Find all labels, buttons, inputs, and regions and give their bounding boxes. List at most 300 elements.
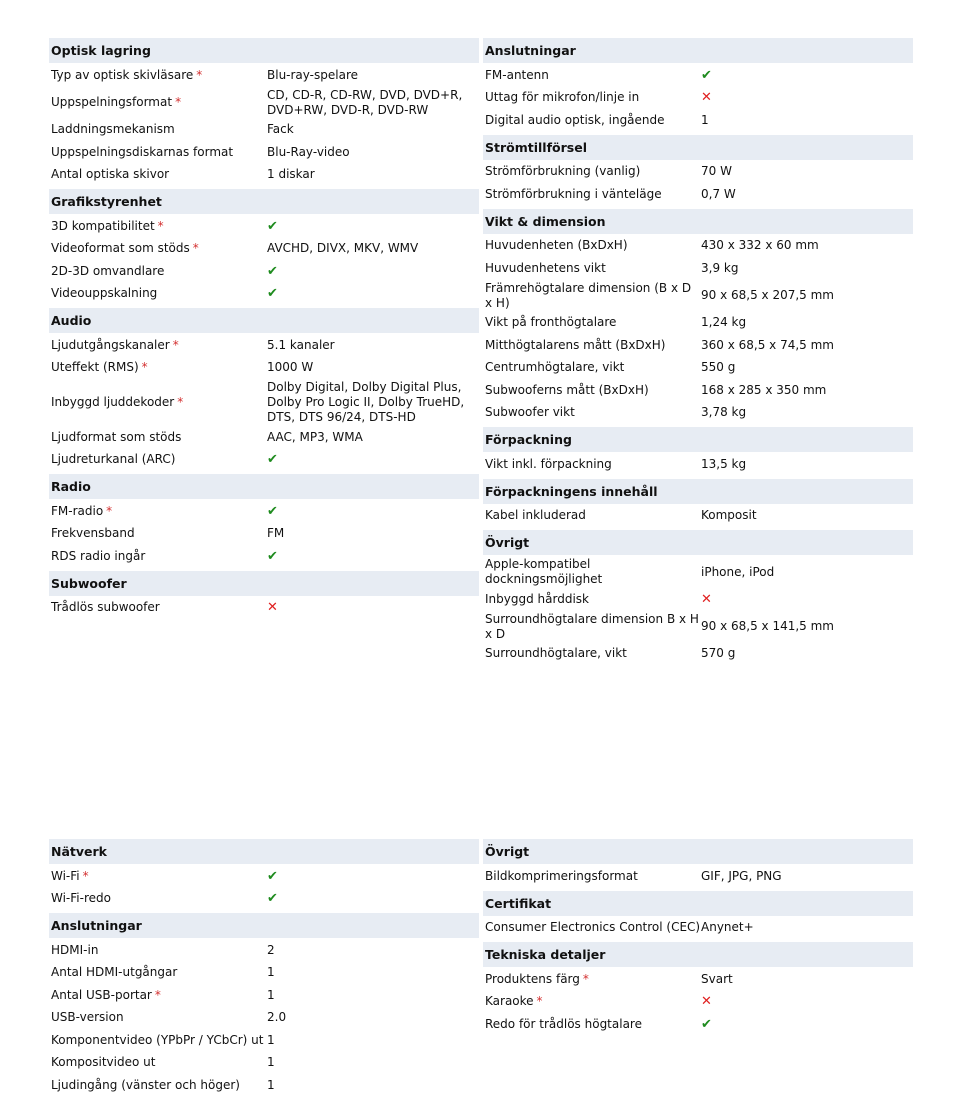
spec-label-text: Komponentvideo (YPbPr / YCbCr) ut [51, 1032, 264, 1047]
spec-label-text: FM-radio [51, 503, 104, 518]
spec-label [483, 338, 701, 353]
spec-row [49, 1029, 479, 1052]
spec-label [49, 264, 267, 279]
spec-section-forpackningens-innehall [483, 479, 913, 528]
spec-value [267, 965, 479, 980]
spec-label [49, 943, 267, 958]
spec-label-text: Digital audio optisk, ingående [485, 112, 665, 127]
spec-label-text: HDMI-in [51, 942, 99, 957]
spec-value-text: Blu-ray-spelare [267, 67, 359, 82]
spec-label-text: Ljudformat som stöds [51, 429, 182, 444]
spec-label [483, 113, 701, 128]
spec-label [483, 405, 701, 420]
spec-row [49, 1052, 479, 1075]
spec-row [49, 888, 479, 911]
spec-label-text: Kabel inkluderad [485, 508, 586, 523]
required-asterisk: * [82, 868, 89, 883]
spec-label [49, 1055, 267, 1070]
spec-value [267, 122, 479, 137]
required-asterisk: * [192, 241, 199, 256]
spec-label [483, 972, 701, 987]
spec-row [483, 334, 913, 357]
spec-row [483, 257, 913, 280]
spec-label [49, 1033, 267, 1048]
spec-label [483, 457, 701, 472]
section-title: Strömtillförsel [483, 135, 913, 160]
section-title: Förpackning [483, 427, 913, 452]
spec-label [483, 360, 701, 375]
spec-value-text: 3,9 kg [701, 260, 739, 275]
spec-value [701, 869, 913, 884]
spec-value-text: Fack [267, 122, 294, 137]
section-title: Optisk lagring [49, 38, 479, 63]
spec-value [267, 380, 479, 425]
spec-section-certifikat [483, 891, 913, 940]
spec-label [49, 430, 267, 445]
spec-value-text: 1 [267, 1077, 275, 1092]
spec-value [267, 219, 479, 234]
spec-label-text: Kompositvideo ut [51, 1055, 156, 1070]
spec-section-stromtillforsel [483, 135, 913, 206]
spec-value [701, 405, 913, 420]
required-asterisk: * [177, 395, 184, 409]
spec-label-text: Apple-kompatibel dockningsmöjlighet [485, 557, 603, 586]
spec-label-text: Typ av optisk skivläsare [51, 67, 194, 82]
spec-row [49, 962, 479, 985]
spec-section-tekniska-detaljer [483, 942, 913, 1036]
spec-value [701, 68, 913, 83]
spec-label-text: Centrumhögtalare, vikt [485, 360, 625, 375]
spec-row [483, 968, 913, 991]
spec-column-left [49, 839, 479, 1097]
spec-row [483, 865, 913, 888]
spec-value-text: 430 x 332 x 60 mm [701, 238, 819, 253]
spec-value-text: AVCHD, DIVX, MKV, WMV [267, 241, 419, 256]
spec-value-text: 2.0 [267, 1010, 287, 1025]
spec-label [483, 68, 701, 83]
spec-value [267, 430, 479, 445]
spec-label [483, 187, 701, 202]
spec-value-text: 1 [267, 1055, 275, 1070]
spec-value [701, 315, 913, 330]
spec-label-text: Laddningsmekanism [51, 122, 175, 137]
spec-row [483, 64, 913, 87]
spec-label-text: Strömförbrukning (vanlig) [485, 164, 641, 179]
required-asterisk: * [196, 67, 203, 82]
spec-value-text: 168 x 285 x 350 mm [701, 382, 827, 397]
spec-value [701, 457, 913, 472]
spec-value [701, 508, 913, 523]
spec-row [49, 238, 479, 261]
spec-label-text: Inbyggd hårddisk [485, 591, 589, 606]
spec-row [49, 334, 479, 357]
spec-label [49, 452, 267, 467]
spec-section-optisk-lagring [49, 38, 479, 186]
spec-label [483, 281, 701, 311]
spec-row [49, 1007, 479, 1030]
spec-label-text: Uteffekt (RMS) [51, 360, 139, 375]
spec-label-text: Ljudreturkanal (ARC) [51, 452, 176, 467]
spec-label-text: Wi-Fi [51, 868, 80, 883]
spec-label-text: FM-antenn [485, 67, 549, 82]
spec-label [483, 164, 701, 179]
spec-section-audio [49, 308, 479, 471]
spec-value-text: 570 g [701, 646, 736, 661]
spec-row [49, 449, 479, 472]
spec-label-text: Frekvensband [51, 526, 135, 541]
spec-section-anslutningar [483, 38, 913, 132]
spec-label-text: Vikt inkl. förpackning [485, 456, 612, 471]
section-title: Övrigt [483, 839, 913, 864]
spec-value [267, 549, 479, 564]
required-asterisk: * [175, 95, 182, 109]
spec-label [483, 920, 701, 935]
spec-label-text: Antal USB-portar [51, 987, 152, 1002]
spec-section-grafikstyrenhet [49, 189, 479, 305]
spec-value [701, 383, 913, 398]
spec-label [49, 891, 267, 906]
spec-label-text: Ljudutgångskanaler [51, 337, 170, 352]
spec-row [49, 597, 479, 620]
spec-label-text: Subwooferns mått (BxDxH) [485, 382, 649, 397]
spec-label [49, 526, 267, 541]
spec-label [49, 549, 267, 564]
spec-value [267, 88, 479, 118]
spec-row [483, 453, 913, 476]
check-icon: ✔ [267, 868, 278, 884]
spec-value [267, 600, 479, 615]
section-title: Förpackningens innehåll [483, 479, 913, 504]
spec-label-text: USB-version [51, 1010, 124, 1025]
spec-label-text: Ljudingång (vänster och höger) [51, 1077, 240, 1092]
spec-label-text: 2D-3D omvandlare [51, 263, 165, 278]
cross-icon: ✕ [267, 600, 278, 616]
spec-section-forpackning [483, 427, 913, 476]
spec-value [701, 994, 913, 1009]
spec-label-text: Videoformat som stöds [51, 241, 190, 256]
spec-label-text: Inbyggd ljuddekoder [51, 395, 175, 409]
spec-label-text: Karaoke [485, 994, 534, 1009]
spec-value [267, 360, 479, 375]
spec-label [483, 869, 701, 884]
spec-value [701, 187, 913, 202]
spec-section-radio [49, 474, 479, 568]
spec-value-text: 2 [267, 942, 275, 957]
spec-label-text: Uttag för mikrofon/linje in [485, 90, 640, 105]
check-icon: ✔ [267, 218, 278, 234]
spec-value-text: 90 x 68,5 x 207,5 mm [701, 288, 834, 302]
spec-row [49, 939, 479, 962]
spec-label [49, 241, 267, 256]
spec-label-text: Videouppskalning [51, 286, 158, 301]
spec-label [483, 90, 701, 105]
spec-label [49, 395, 267, 410]
check-icon: ✔ [267, 452, 278, 468]
cross-icon: ✕ [701, 591, 712, 607]
spec-label-text: RDS radio ingår [51, 548, 146, 563]
spec-value [701, 1017, 913, 1032]
spec-label [49, 1078, 267, 1093]
spec-value [267, 338, 479, 353]
spec-value-text: 13,5 kg [701, 456, 747, 471]
spec-value [267, 286, 479, 301]
spec-label [483, 646, 701, 661]
spec-row [49, 500, 479, 523]
spec-value-text: 360 x 68,5 x 74,5 mm [701, 337, 834, 352]
required-asterisk: * [154, 987, 161, 1002]
section-title: Certifikat [483, 891, 913, 916]
spec-value [267, 869, 479, 884]
spec-row [49, 523, 479, 546]
check-icon: ✔ [701, 1016, 712, 1032]
spec-label-text: Uppspelningsdiskarnas format [51, 144, 234, 159]
spec-label-text: Främrehögtalare dimension (B x D x H) [485, 280, 692, 310]
spec-value [267, 891, 479, 906]
section-title: Subwoofer [49, 571, 479, 596]
section-title: Audio [49, 308, 479, 333]
spec-value-text: iPhone, iPod [701, 564, 775, 579]
spec-column-right [483, 38, 913, 665]
section-title: Anslutningar [49, 913, 479, 938]
spec-value-text: 1 [701, 112, 709, 127]
spec-value [701, 90, 913, 105]
spec-value [267, 526, 479, 541]
spec-column-right [483, 839, 913, 1097]
spec-label-text: Huvudenheten (BxDxH) [485, 238, 628, 253]
spec-label [483, 612, 701, 642]
spec-value [701, 338, 913, 353]
spec-row [49, 984, 479, 1007]
spec-section-anslutningar [49, 913, 479, 1097]
spec-row [483, 183, 913, 206]
spec-label-text: Uppspelningsformat [51, 95, 173, 109]
spec-row [483, 611, 913, 643]
spec-label-text: Huvudenhetens vikt [485, 260, 606, 275]
spec-value-text: 1000 W [267, 360, 314, 375]
spec-value [701, 972, 913, 987]
spec-value [701, 261, 913, 276]
spec-label [483, 383, 701, 398]
spec-block-top [49, 38, 913, 665]
section-title: Tekniska detaljer [483, 942, 913, 967]
required-asterisk: * [582, 971, 589, 986]
spec-value-text: CD, CD-R, CD-RW, DVD, DVD+R, DVD+RW, DVD-R, DVD-RW [267, 87, 463, 117]
spec-label-text: Consumer Electronics Control (CEC) [485, 920, 701, 935]
spec-value [701, 619, 913, 634]
spec-label [49, 286, 267, 301]
spec-label-text: Surroundhögtalare, vikt [485, 646, 627, 661]
spec-row [49, 64, 479, 87]
spec-label [483, 592, 701, 607]
spec-value [267, 1010, 479, 1025]
spec-row [483, 991, 913, 1014]
spec-row [483, 556, 913, 588]
section-title: Grafikstyrenhet [49, 189, 479, 214]
spec-value [267, 167, 479, 182]
check-icon: ✔ [267, 286, 278, 302]
spec-label [483, 508, 701, 523]
spec-row [483, 917, 913, 940]
spec-row [483, 109, 913, 132]
spec-value [267, 264, 479, 279]
spec-label [483, 315, 701, 330]
spec-section-ovrigt [483, 839, 913, 888]
spec-label-text: Vikt på fronthögtalare [485, 315, 617, 330]
spec-row [49, 283, 479, 306]
spec-value [267, 1078, 479, 1093]
spec-value-text: Komposit [701, 508, 757, 523]
spec-label-text: Mitthögtalarens mått (BxDxH) [485, 337, 666, 352]
spec-row [49, 357, 479, 380]
spec-label [483, 557, 701, 587]
spec-row [49, 1074, 479, 1097]
required-asterisk: * [172, 337, 179, 352]
spec-value [701, 646, 913, 661]
spec-value [701, 288, 913, 303]
spec-label-text: Antal optiska skivor [51, 167, 170, 182]
spec-value-text: 3,78 kg [701, 405, 747, 420]
spec-value [701, 360, 913, 375]
spec-value-text: 1 [267, 965, 275, 980]
cross-icon: ✕ [701, 994, 712, 1010]
spec-label [49, 504, 267, 519]
spec-label [49, 68, 267, 83]
section-title: Vikt & dimension [483, 209, 913, 234]
spec-label [49, 869, 267, 884]
spec-value [701, 920, 913, 935]
spec-row [483, 312, 913, 335]
spec-value-text: Dolby Digital, Dolby Digital Plus, Dolby Pro Logic II, Dolby TrueHD, DTS, DTS 96/24, DTS-HD [267, 380, 465, 424]
spec-row [483, 357, 913, 380]
spec-label-text: Subwoofer vikt [485, 405, 575, 420]
spec-row [483, 1013, 913, 1036]
cross-icon: ✕ [701, 90, 712, 106]
spec-label [483, 1017, 701, 1032]
spec-label [49, 338, 267, 353]
spec-value [267, 145, 479, 160]
spec-value-text: 1 diskar [267, 167, 315, 182]
spec-value-text: 90 x 68,5 x 141,5 mm [701, 619, 834, 633]
spec-value-text: GIF, JPG, PNG [701, 868, 782, 883]
spec-row [49, 119, 479, 142]
spec-value-text: 1 [267, 987, 275, 1002]
spec-row [483, 235, 913, 258]
required-asterisk: * [157, 218, 164, 233]
spec-row [49, 379, 479, 426]
spec-value [701, 113, 913, 128]
check-icon: ✔ [267, 263, 278, 279]
spec-label-text: Strömförbrukning i vänteläge [485, 186, 662, 201]
spec-row [483, 87, 913, 110]
spec-value-text: 1 [267, 1032, 275, 1047]
spec-value-text: 5.1 kanaler [267, 337, 335, 352]
spec-row [49, 545, 479, 568]
required-asterisk: * [106, 503, 113, 518]
spec-label [49, 965, 267, 980]
spec-value-text: 1,24 kg [701, 315, 747, 330]
spec-label-text: Surroundhögtalare dimension B x H x D [485, 611, 699, 641]
spec-value-text: 0,7 W [701, 186, 736, 201]
spec-row [49, 865, 479, 888]
spec-row [483, 280, 913, 312]
spec-section-subwoofer [49, 571, 479, 620]
spec-value-text: FM [267, 526, 285, 541]
spec-row [49, 87, 479, 119]
spec-value [267, 988, 479, 1003]
spec-label [49, 988, 267, 1003]
spec-row [49, 164, 479, 187]
spec-row [49, 260, 479, 283]
spec-label [49, 360, 267, 375]
spec-label-text: Antal HDMI-utgångar [51, 965, 178, 980]
spec-value-text: 70 W [701, 164, 732, 179]
spec-value [267, 943, 479, 958]
spec-label [49, 167, 267, 182]
spec-label-text: Redo för trådlös högtalare [485, 1016, 642, 1031]
section-title: Anslutningar [483, 38, 913, 63]
spec-section-ovrigt [483, 530, 913, 665]
section-title: Nätverk [49, 839, 479, 864]
spec-row [49, 215, 479, 238]
spec-section-natverk [49, 839, 479, 910]
spec-label [49, 145, 267, 160]
spec-label [49, 122, 267, 137]
spec-value-text: 550 g [701, 360, 736, 375]
check-icon: ✔ [701, 67, 712, 83]
spec-row [483, 505, 913, 528]
spec-value-text: AAC, MP3, WMA [267, 429, 363, 444]
required-asterisk: * [536, 994, 543, 1009]
required-asterisk: * [141, 360, 148, 375]
spec-label [49, 219, 267, 234]
spec-row [483, 643, 913, 666]
check-icon: ✔ [267, 891, 278, 907]
section-title: Radio [49, 474, 479, 499]
spec-value-text: Blu-Ray-video [267, 144, 350, 159]
spec-value [267, 504, 479, 519]
spec-label-text: Bildkomprimeringsformat [485, 868, 638, 883]
spec-label-text: Produktens färg [485, 971, 580, 986]
spec-label [483, 261, 701, 276]
spec-value-text: Anynet+ [701, 920, 754, 935]
spec-label [483, 238, 701, 253]
spec-label [483, 994, 701, 1009]
spec-label-text: Wi-Fi-redo [51, 891, 111, 906]
check-icon: ✔ [267, 548, 278, 564]
spec-row [49, 426, 479, 449]
spec-value [701, 565, 913, 580]
spec-label-text: Trådlös subwoofer [51, 600, 160, 615]
spec-label-text: 3D kompatibilitet [51, 218, 155, 233]
spec-value [267, 452, 479, 467]
spec-value [267, 1033, 479, 1048]
spec-section-vikt-dimension [483, 209, 913, 425]
spec-row [483, 588, 913, 611]
spec-value [701, 238, 913, 253]
spec-row [483, 402, 913, 425]
spec-label [49, 600, 267, 615]
spec-block-bottom [49, 839, 913, 1097]
spec-column-left [49, 38, 479, 665]
check-icon: ✔ [267, 503, 278, 519]
spec-value [267, 241, 479, 256]
spec-value [701, 164, 913, 179]
spec-row [483, 161, 913, 184]
spec-row [483, 379, 913, 402]
spec-value [701, 592, 913, 607]
spec-value [267, 1055, 479, 1070]
spec-value [267, 68, 479, 83]
